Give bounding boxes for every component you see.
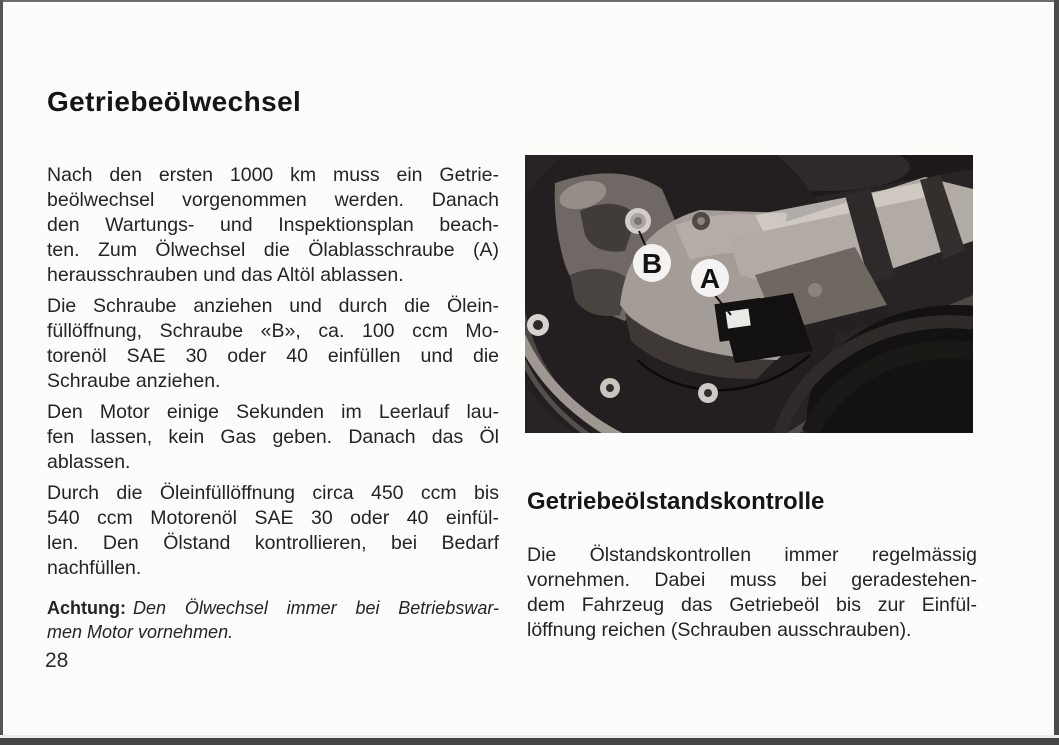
warning-note-text-1: Den Ölwechsel immer bei Betriebswar- <box>132 598 499 618</box>
text-line: dem Fahrzeug das Getriebeöl bis zur Einfül- <box>527 594 977 616</box>
gearbox-photo-graphic <box>525 155 973 433</box>
text-line: Schraube anziehen. <box>47 370 221 392</box>
scan-border-right <box>1054 0 1059 745</box>
text-line: Durch die Öleinfüllöffnung circa 450 ccm bis <box>47 482 499 504</box>
page-number: 28 <box>45 649 69 672</box>
paragraph-idle-engine <box>47 400 499 475</box>
paragraph-refill-100ccm <box>47 294 499 394</box>
text-line: fen lassen, kein Gas geben. Danach das Öl <box>47 426 499 448</box>
text-line: Nach den ersten 1000 km muss ein Getrie- <box>47 164 499 186</box>
warning-note <box>47 596 499 644</box>
text-line: herausschrauben und das Altöl ablassen. <box>47 264 404 286</box>
warning-note-text-2: men Motor vornehmen. <box>47 622 234 642</box>
text-line: len. Den Ölstand kontrollieren, bei Bedarf <box>47 532 499 554</box>
warning-note-label: Achtung: <box>47 598 126 618</box>
rim-bolt-left <box>527 314 549 336</box>
scan-border-left <box>0 0 3 745</box>
page-title: Getriebeölwechsel <box>47 86 302 117</box>
left-column <box>47 86 499 644</box>
text-line: Die Schraube anziehen und durch die Ölein- <box>47 295 499 317</box>
warning-note-line <box>47 596 499 620</box>
casting-screw <box>692 212 710 230</box>
warning-note-line <box>47 620 499 644</box>
paragraph-refill-450ccm <box>47 481 499 581</box>
text-line: ablassen. <box>47 451 131 473</box>
rim-bolt-bottom-left <box>600 378 620 398</box>
callout-a <box>691 259 729 297</box>
text-line: Die Ölstandskontrollen immer regelmässig <box>527 544 977 566</box>
scan-border-bottom <box>0 738 1059 745</box>
paragraph-oil-change-intro <box>47 163 499 288</box>
scan-border-top <box>0 0 1059 2</box>
filler-screw-b-bolt <box>625 208 651 234</box>
text-line: 540 ccm Motorenöl SAE 30 oder 40 einfül- <box>47 507 499 529</box>
text-line: den Wartungs- und Inspektionsplan beach- <box>47 214 499 236</box>
text-line: füllöffnung, Schraube «B», ca. 100 ccm Mo- <box>47 320 499 342</box>
text-line: beölwechsel vorgenommen werden. Danach <box>47 189 499 211</box>
gearbox-photo <box>525 155 973 433</box>
rim-bolt-bottom-right <box>698 383 718 403</box>
callout-b-label: B <box>641 248 663 279</box>
section-title-oil-level-check: Getriebeölstandskontrolle <box>527 488 825 515</box>
callout-a-label: A <box>699 263 721 294</box>
paragraph-oil-level-check <box>527 543 977 643</box>
text-line: torenöl SAE 30 oder 40 einfüllen und die <box>47 345 499 367</box>
text-line: ten. Zum Ölwechsel die Ölablasschraube (A) <box>47 239 499 261</box>
text-line: vornehmen. Dabei muss bei geradestehen- <box>527 569 977 591</box>
text-line: nachfüllen. <box>47 557 142 579</box>
text-line: Den Motor einige Sekunden im Leerlauf lau- <box>47 401 499 423</box>
text-line: löffnung reichen (Schrauben ausschrauben). <box>527 619 912 641</box>
callout-b <box>633 244 671 282</box>
